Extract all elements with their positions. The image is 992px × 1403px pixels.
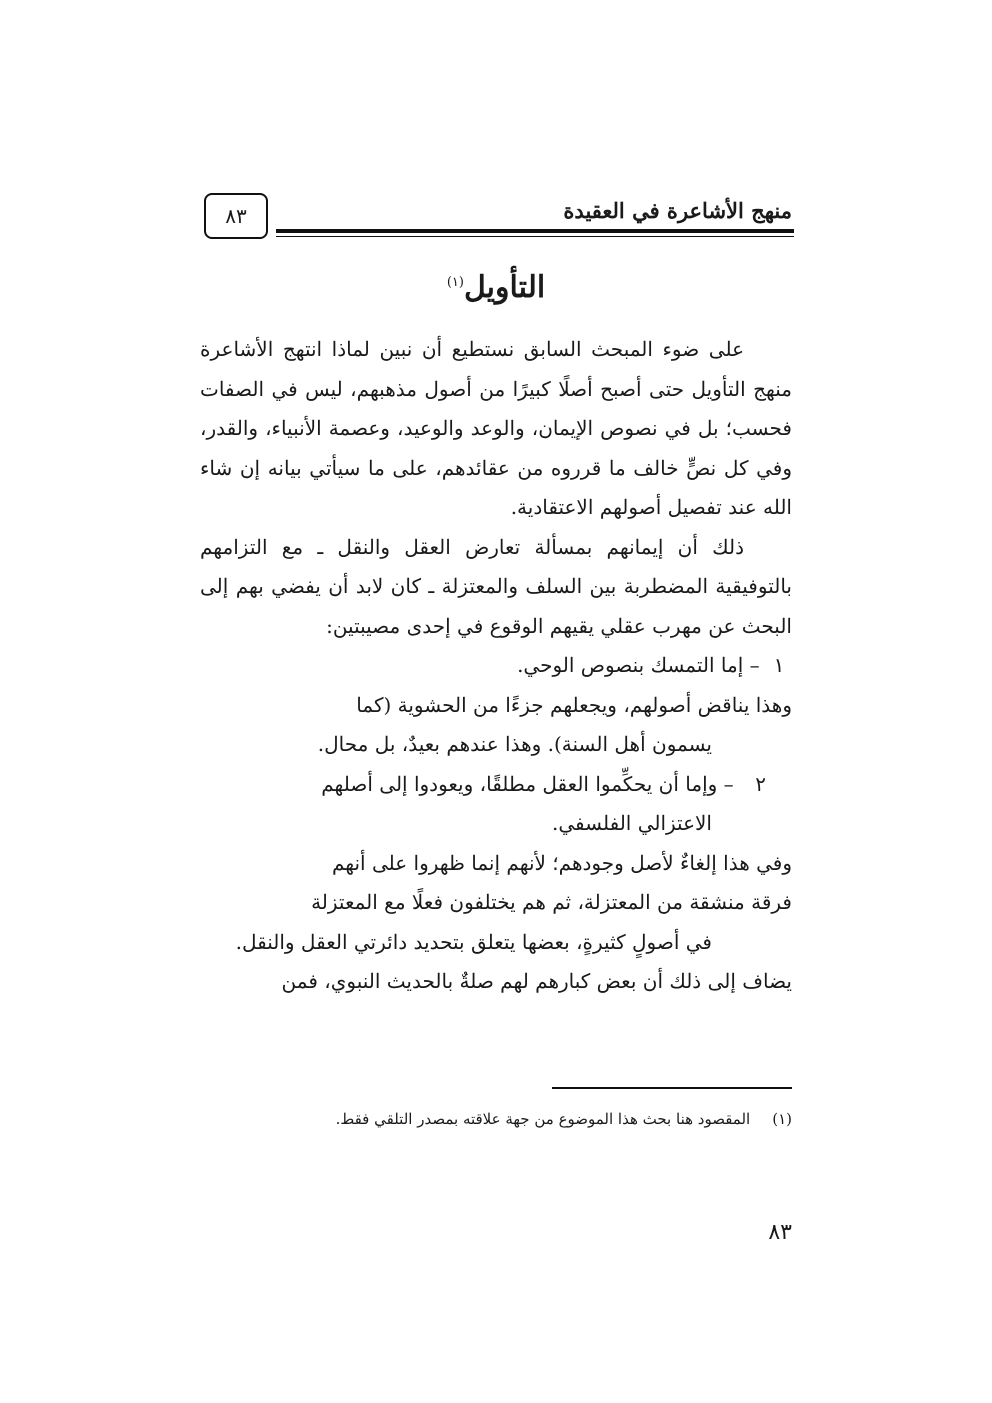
footer-page-number: ٨٣ bbox=[768, 1220, 792, 1245]
footnote bbox=[336, 1110, 792, 1128]
list-item-1-comment-line-2: يسمون أهل السنة). وهذا عندهم بعيدٌ، بل محال. bbox=[317, 732, 712, 756]
list-item-1 bbox=[200, 646, 792, 686]
list-item-2-comment-line-2: فرقة منشقة من المعتزلة، ثم هم يختلفون فعلًا مع المعتزلة bbox=[311, 890, 792, 914]
section-heading-title: التأويل bbox=[463, 270, 546, 305]
header-rule-thin bbox=[276, 236, 794, 237]
list-item-2-number: ٢ bbox=[755, 771, 766, 796]
header-rule-thick bbox=[276, 229, 794, 233]
list-item-2-comment-line-1: وفي هذا إلغاءٌ لأصل وجودهم؛ لأنهم إنما ظهروا على أنهم bbox=[331, 850, 792, 875]
header-page-number bbox=[204, 193, 268, 239]
list-item-1-number: ١ bbox=[773, 653, 785, 677]
footnote-number: (١) bbox=[772, 1110, 792, 1128]
paragraph-1: على ضوء المبحث السابق نستطيع أن نبين لماذا انتهج الأشاعرة منهج التأويل حتى أصبح أصلًا كبيرًا من أصول مذهبهم، ليس في الصفات فحسب؛ بل في نصوص الإيمان، والوعد والوعيد، وعصمة الأنبياء، والقدر، وفي كل نصٍّ خالف ما قرروه من عقائدهم، على ما سيأتي بيانه إن شاء الله عند تفصيل أصولهم الاعتقادية. bbox=[200, 337, 792, 519]
list-item-1-comment-line-1: وهذا يناقض أصولهم، ويجعلهم جزءًا من الحشوية (كما bbox=[356, 692, 792, 717]
list-item-2 bbox=[200, 765, 792, 805]
footnote-separator bbox=[552, 1087, 792, 1089]
heading-footnote-marker: (١) bbox=[446, 275, 464, 290]
header-page-number-text: ٨٣ bbox=[225, 204, 247, 228]
list-item-2-text: – وإما أن يحكِّموا العقل مطلقًا، ويعودوا إلى أصلهم bbox=[321, 771, 734, 796]
list-item-2-continuation: الاعتزالي الفلسفي. bbox=[551, 811, 712, 835]
section-heading bbox=[200, 270, 792, 305]
list-item-2-comment-line-4: يضاف إلى ذلك أن بعض كبارهم لهم صلةٌ بالحديث النبوي، فمن bbox=[281, 969, 792, 993]
list-item-1-text: – إما التمسك بنصوص الوحي. bbox=[517, 653, 760, 677]
paragraph-2: ذلك أن إيمانهم بمسألة تعارض العقل والنقل ـ مع التزامهم بالتوفيقية المضطربة بين السلف والمعتزلة ـ كان لابد أن يفضي بهم إلى البحث عن مهرب عقلي يقيهم الوقوع في إحدى مصيبتين: bbox=[200, 534, 792, 638]
footnote-text: المقصود هنا بحث هذا الموضوع من جهة علاقته بمصدر التلقي فقط. bbox=[335, 1110, 751, 1128]
body-text bbox=[200, 330, 792, 1002]
running-title: منهج الأشاعرة في العقيدة bbox=[563, 198, 792, 223]
list-item-2-comment-line-3: في أصولٍ كثيرةٍ، بعضها يتعلق بتحديد دائرتي العقل والنقل. bbox=[235, 929, 712, 954]
